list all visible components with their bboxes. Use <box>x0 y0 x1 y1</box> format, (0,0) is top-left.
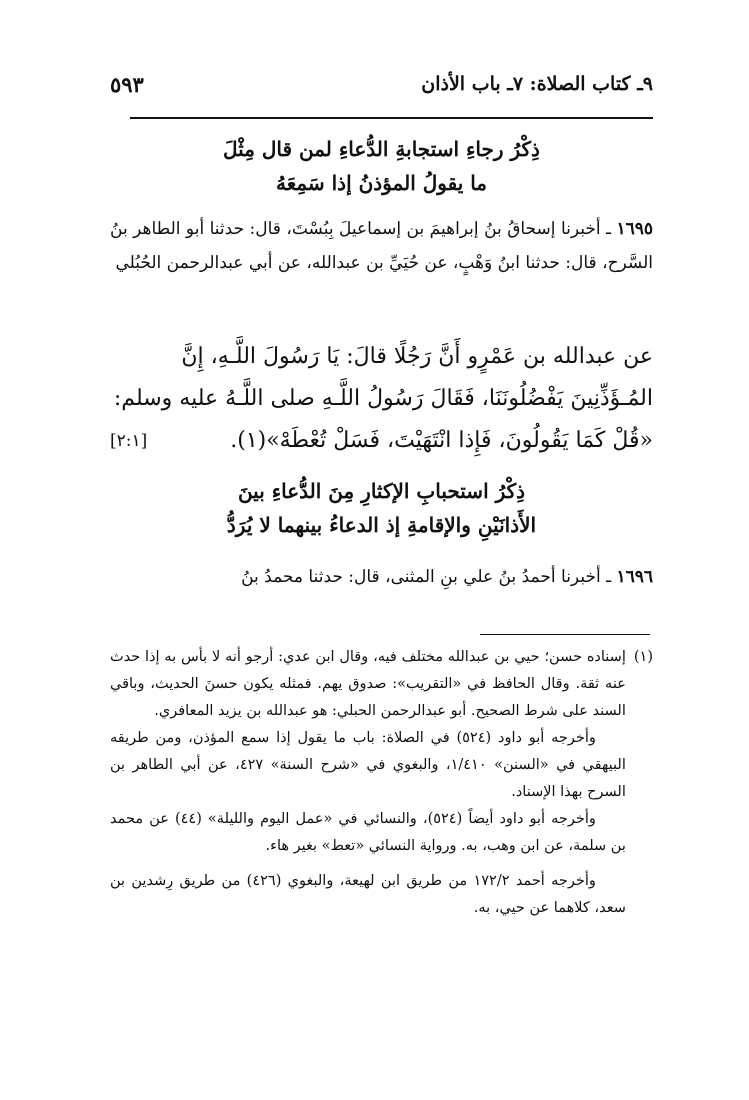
matn-line: عن عبدالله بن عَمْرٍو أَنَّ رَجُلًا قالَ: يَا رَسُولَ اللَّـهِ، إِنَّ <box>181 344 653 369</box>
section-heading-1 <box>110 132 653 200</box>
footnote-marker: (١) <box>633 649 653 665</box>
footnote-text: وأخرجه أحمد ١٧٢/٢ من طريق ابن لهيعة، والبغوي (٤٢٦) من طريق رِشدين بن سعد، كلاهما عن حيي، به. <box>110 873 626 916</box>
footnote-1 <box>110 644 653 922</box>
hadith-number: ١٦٩٥ <box>616 219 654 239</box>
footnote-text: وأخرجه أبو داود أيضاً (٥٢٤)، والنسائي في «عمل اليوم والليلة» (٤٤) عن محمد بن سلمة، عن ابن وهب، به. ورواية النسائي «تعط» بغير هاء. <box>110 811 626 854</box>
matn-line: «قُلْ كَمَا يَقُولُونَ، فَإِذا انْتَهَيْتَ، فَسَلْ تُعْطَهْ»(١). <box>230 428 653 453</box>
page-header <box>110 66 653 102</box>
footnote-paragraph <box>110 644 626 922</box>
matn-line-with-ref <box>110 420 653 462</box>
running-head: ٩ـ كتاب الصلاة: ٧ـ باب الأذان <box>421 73 653 95</box>
isnad-text: ـ أخبرنا أحمدُ بنُ علي بنِ المثنى، قال: حدثنا محمدُ بنُ <box>241 567 612 587</box>
footnote-rule <box>480 634 650 635</box>
hadith-1696-isnad <box>110 560 653 594</box>
footnotes <box>110 644 653 922</box>
page-number: ٥٩٣ <box>110 71 144 97</box>
section-heading-2-line1: ذِكْرُ استحبابِ الإكثارِ مِنَ الدُّعاءِ بينَ <box>237 479 526 503</box>
hadith-1695-matn <box>110 336 653 462</box>
footnote-text: وأخرجه أبو داود (٥٢٤) في الصلاة: باب ما يقول إذا سمع المؤذن، ومن طريقه البيهقي في «السنن» ١/٤١٠، والبغوي في «شرح السنة» ٤٢٧، عن أبي الطاهر بن السرح بهذا الإسناد. <box>110 730 626 800</box>
footnote-text: إسناده حسن؛ حيي بن عبدالله مختلف فيه، وقال ابن عدي: أرجو أنه لا بأس به إذا حدث عنه ثقة. وقال الحافظ في «التقريب»: صدوق يهم. فمثله يكون حسنَ الحديث، وباقي السند على شرط الصحيح. أبو عبدالرحمن الحبلي: هو عبدالله بن يزيد المعافري. <box>110 649 626 719</box>
matn-line: المُـؤَذِّنِينَ يَفْضُلُونَنَا، فَقَالَ رَسُولُ اللَّـهِ صلى اللَّـهُ عليه وسلم: <box>113 386 653 411</box>
header-rule <box>130 117 653 119</box>
section-heading-2-line2: الأَذانَيْنِ والإقامةِ إذ الدعاءُ بينهما لا يُرَدُّ <box>226 513 537 537</box>
section-heading-1-line1: ذِكْرُ رجاءِ استجابةِ الدُّعاءِ لمن قال مِثْلَ <box>223 137 540 161</box>
hadith-1695-isnad <box>110 212 653 280</box>
section-heading-1-line2: ما يقولُ المؤذنُ إذا سَمِعَهُ <box>275 171 488 195</box>
section-heading-2 <box>110 474 653 542</box>
hadith-reference: [٢:١] <box>110 431 148 451</box>
isnad-text: ـ أخبرنا إسحاقُ بنُ إبراهيمَ بن إسماعيلَ بِبُسْتَ، قال: حدثنا أبو الطاهر بنُ السَّرح، قال: حدثنا ابنُ وَهْبٍ، عن حُيَيِّ بن عبدالله، عن أبي عبدالرحمن الحُبُلي <box>110 219 653 273</box>
hadith-number: ١٦٩٦ <box>616 567 653 587</box>
